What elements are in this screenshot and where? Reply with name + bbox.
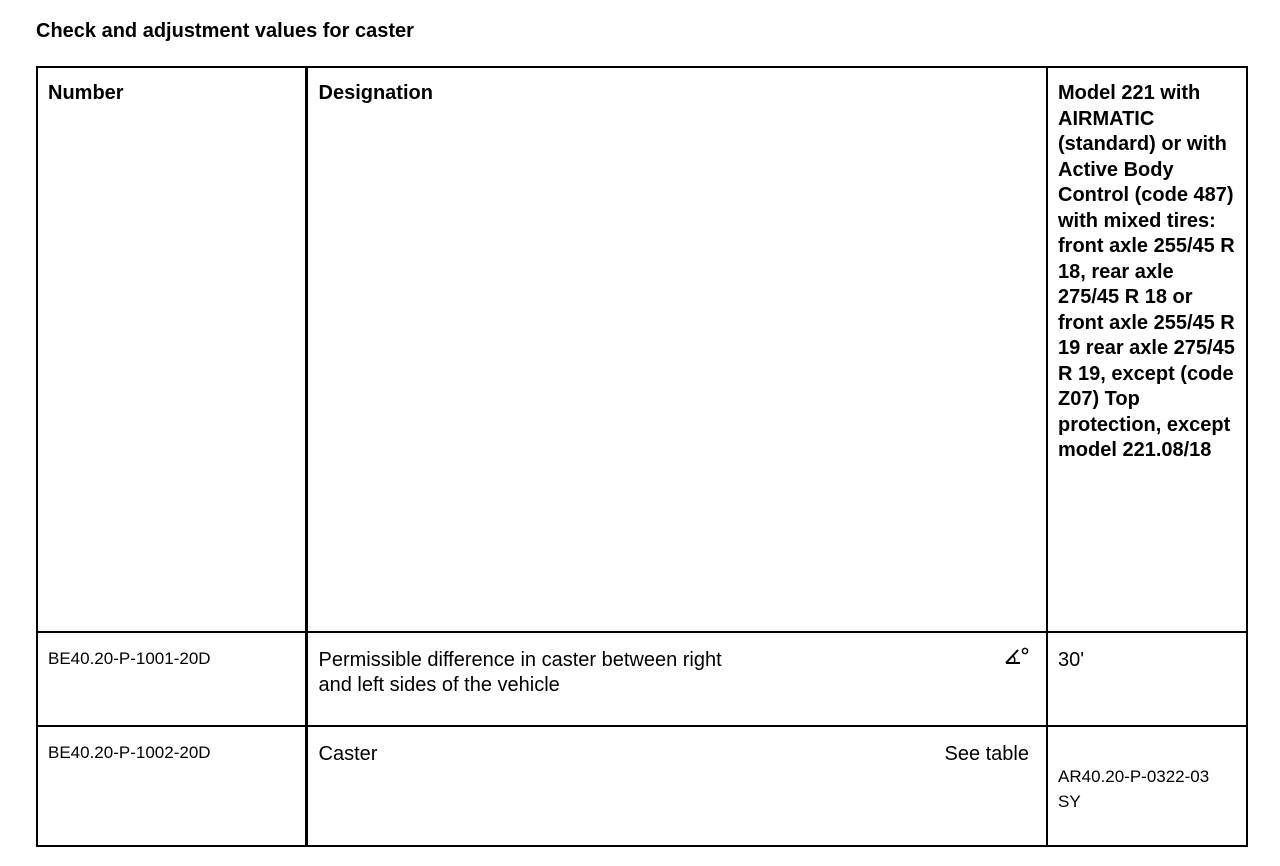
row-value-cell [1047,632,1247,726]
row-number: BE40.20-P-1002-20D [48,743,211,762]
header-designation-label: Designation [318,82,433,104]
row-designation-wrapper [308,727,1047,767]
row-designation-cell [306,726,1047,846]
header-number-label: Number [48,82,124,104]
row-number-cell [37,726,306,846]
row-designation-cell [306,632,1047,726]
header-cell-number [37,67,306,632]
row-designation: Permissible difference in caster between right and left sides of the vehicle [318,649,722,696]
caster-values-table [36,66,1248,847]
row-number: BE40.20-P-1001-20D [48,649,211,668]
row-reference: AR40.20-P-0322-03 SY [1058,767,1210,811]
angle-icon [1004,646,1030,668]
header-cell-designation [306,67,1047,632]
row-designation-wrapper [308,633,1047,698]
table-header-row [37,67,1247,632]
row-value: 30' [1058,649,1085,671]
table-row [37,726,1247,846]
page-title: Check and adjustment values for caster [36,20,414,42]
row-number-cell [37,632,306,726]
header-model-label: Model 221 with AIRMATIC (standard) or with Active Body Control (code 487) with mixed tires: front axle 255/45 R 18, rear axle 275/45 R 18 or front axle 255/45 R 19 rear axle 275/45 R 19, except (code Z07) Top protection, except model 221.08/18 [1058,82,1235,461]
table-row [37,632,1247,726]
header-cell-model [1047,67,1247,632]
row-designation: Caster [318,743,378,765]
see-table-note: See table [944,743,1029,765]
row-value-cell [1047,726,1247,846]
